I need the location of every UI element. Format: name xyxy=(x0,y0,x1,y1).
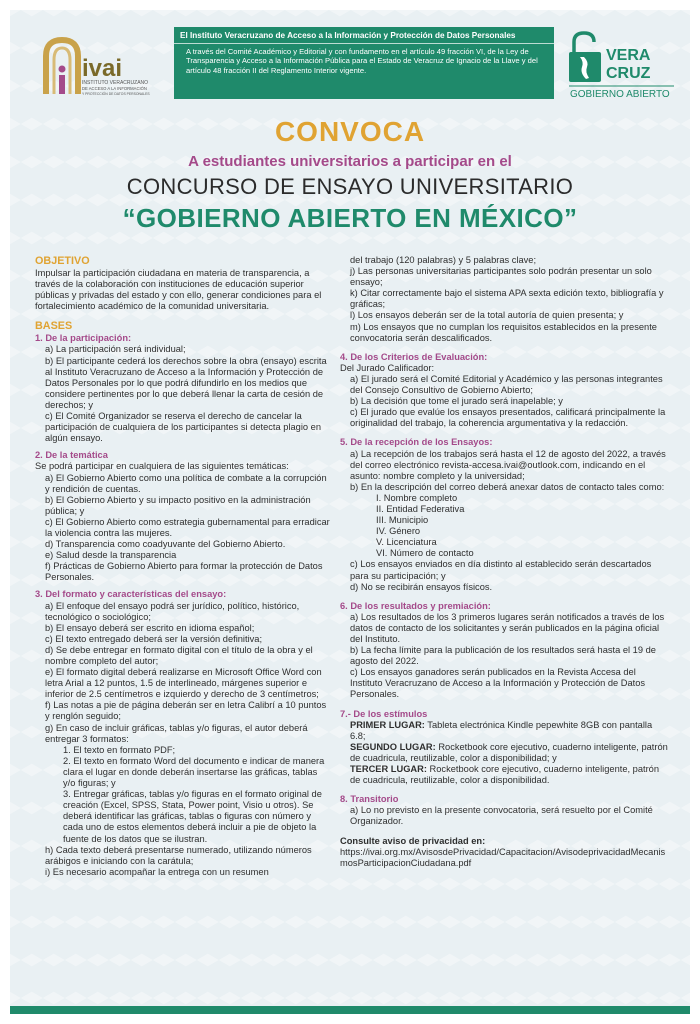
prize-label: TERCER LUGAR: xyxy=(350,764,427,775)
list-item: b) En la descripción del correo deberá anexar datos de contacto tales como: xyxy=(350,481,665,492)
list-item: m) Los ensayos que no cumplan los requisitos establecidos en la presente convocatoria serán descalificados. xyxy=(350,321,657,343)
list-item: e) Salud desde la transparencia xyxy=(45,550,177,561)
list-item: f) Prácticas de Gobierno Abierto para formar la protección de Datos Personales. xyxy=(45,561,323,583)
bottom-band xyxy=(10,1006,690,1014)
ivai-logo-text: ivai xyxy=(82,55,123,82)
subtitle-contest: CONCURSO DE ENSAYO UNIVERSITARIO xyxy=(126,174,574,199)
section-3-heading: 3. Del formato y características del ensayo: xyxy=(35,589,227,600)
section-2-intro: Se podrá participar en cualquiera de las siguientes temáticas: xyxy=(35,461,289,472)
list-item: a) Los resultados de los 3 primeros lugares serán notificados a través de los datos de contacto de los solicitantes y serán publicados en la página oficial del Instituto. xyxy=(350,611,665,644)
convoca-heading: CONVOCA xyxy=(274,116,426,147)
list-item: b) La decisión que tome el jurado será inapelable; y xyxy=(350,396,563,407)
list-item: c) Los ensayos ganadores serán publicados en la Revista Accesa del Instituto Veracruzano de Acceso a la Información y Protección de Datos Personales. xyxy=(350,667,646,700)
list-item: k) Citar correctamente bajo el sistema APA sexta edición texto, bibliografía y gráficas; xyxy=(350,288,664,310)
list-item: del trabajo (120 palabras) y 5 palabras clave; xyxy=(350,255,537,265)
list-item: c) Los ensayos enviados en día distinto al establecido serán descartados para su participación; y xyxy=(350,559,652,581)
prize-second xyxy=(340,742,670,764)
list-item: a) La recepción de los trabajos será hasta el 12 de agosto del 2022, a través del correo electrónico revista-accesa.ivai@outlook.com, indicando en el asunto: nombre completo y la universidad; xyxy=(350,448,666,481)
veracruz-caption: GOBIERNO ABIERTO xyxy=(570,89,670,100)
list-item: III. Municipio xyxy=(376,515,429,526)
list-item: d) No se recibirán ensayos físicos. xyxy=(350,581,493,592)
banner-title: El Instituto Veracruzano de Acceso a la Información y Protección de Datos Personales xyxy=(174,27,554,44)
list-item: g) En caso de incluir gráficas, tablas y/o figuras, el autor deberá entregar 3 formatos: xyxy=(45,722,308,744)
veracruz-line-2: CRUZ xyxy=(606,65,651,82)
ivai-caption-3: Y PROTECCIÓN DE DATOS PERSONALES xyxy=(82,92,150,96)
list-item: a) El jurado será el Comité Editorial y Académico y las personas integrantes del Consejo Consultivo de Gobierno Abierto; xyxy=(350,373,663,396)
bases-heading: BASES xyxy=(35,320,73,333)
subtitle-theme: “GOBIERNO ABIERTO EN MÉXICO” xyxy=(122,203,578,233)
list-item: e) El formato digital deberá realizarse en Microsoft Office Word con letra Arial a 12 puntos, 1.5 de interlineado, márgenes superior e inferior de 2.5 centímetros e izquierdo y derecho de 3 centímetros; xyxy=(45,667,322,700)
list-item: d) Transparencia como coadyuvante del Gobierno Abierto. xyxy=(45,539,286,550)
objetivo-heading: OBJETIVO xyxy=(35,255,90,267)
list-item: 1. El texto en formato PDF; xyxy=(63,744,176,755)
objetivo-text: Impulsar la participación ciudadana en materia de transparencia, a través de la colaboración con instituciones de educación superior públicas y privadas del estado y con ello, generar condiciones para el fortalecimiento académico de la comunidad universitaria. xyxy=(35,268,322,312)
list-item: c) El texto entregado deberá ser la versión definitiva; xyxy=(45,633,263,644)
list-item: c) El Comité Organizador se reserva el derecho de cancelar la participación de cualquiera de los participantes si detecta plagio en algún ensayo. xyxy=(45,411,321,444)
privacy-heading: Consulte aviso de privacidad en: xyxy=(340,835,486,846)
prize-first xyxy=(340,720,670,742)
section-5-heading: 5. De la recepción de los Ensayos: xyxy=(340,437,493,448)
prize-third xyxy=(340,764,670,786)
section-2-heading: 2. De la temática xyxy=(35,450,108,461)
subtitle-students: A estudiantes universitarios a participar en el xyxy=(188,153,512,170)
section-1-heading: 1. De la participación: xyxy=(35,333,132,344)
list-item: i) Es necesario acompañar la entrega con un resumen xyxy=(45,866,269,877)
header-banner xyxy=(174,27,554,99)
prize-label: PRIMER LUGAR: xyxy=(350,719,425,730)
section-4-heading: 4. De los Criterios de Evaluación: xyxy=(340,351,488,362)
list-item: f) Las notas a pie de página deberán ser en letra Calibrí a 10 puntos y renglón seguido; xyxy=(45,700,327,722)
prize-text: Rocketbook core ejecutivo, cuaderno inteligente, patrón de cuadricula, reutilizable, color a disponibilidad. xyxy=(350,764,660,786)
list-item: 3. Entregar gráficas, tablas y/o figuras en el formato original de creación (Excel, SPSS, Stata, Power point, Visio u otros). Se deberá identificar las gráficas, tablas o figuras con número y cada uno de estos elementos deberá incluir a pie de objeto la fuente de los datos que se ilustran. xyxy=(63,789,322,844)
prize-label: SEGUNDO LUGAR: xyxy=(350,741,436,752)
list-item: a) La participación será individual; xyxy=(45,344,186,355)
veracruz-gobierno-abierto-logo-icon xyxy=(566,30,678,100)
list-item: d) Se debe entregar en formato digital con el título de la obra y el nombre completo del autor; xyxy=(45,644,313,666)
list-item: c) El jurado que evalúe los ensayos presentados, calificará principalmente la originalidad del trabajo, la coherencia argumentativa y la redacción. xyxy=(350,407,666,429)
list-item: V. Licenciatura xyxy=(376,537,437,548)
list-item: b) El ensayo deberá ser escrito en idioma español; xyxy=(45,622,255,633)
list-item: b) El Gobierno Abierto y su impacto positivo en la administración pública; y xyxy=(45,494,311,516)
list-item: b) La fecha límite para la publicación de los resultados será hasta el 19 de agosto del 2022. xyxy=(350,645,656,667)
banner-text: A través del Comité Académico y Editorial y con fundamento en el artículo 49 fracción VI, de la Ley de Transparencia y Acceso a la Información Pública para el Estado de Veracruz de Ignacio de la Llave y del artículo 48 fracción II del Reglamento Interior vigente. xyxy=(186,47,538,75)
ivai-logo-icon xyxy=(32,36,162,98)
list-item: IV. Género xyxy=(376,526,421,537)
list-item: 2. El texto en formato Word del documento e indicar de manera clara el lugar en donde deberán insertarse las gráficas, tablas y/o figuras; y xyxy=(63,755,325,789)
list-item: II. Entidad Federativa xyxy=(376,503,465,514)
header xyxy=(10,10,690,102)
section-7-heading: 7.- De los estímulos xyxy=(340,708,428,719)
ivai-caption-1: INSTITUTO VERACRUZANO xyxy=(82,80,149,86)
right-column xyxy=(340,255,670,869)
list-item: a) El Gobierno Abierto como una política de combate a la corrupción y rendición de cuentas. xyxy=(45,472,327,494)
list-item: a) El enfoque del ensayo podrá ser jurídico, político, histórico, tecnológico o sociológico; xyxy=(45,600,300,622)
list-item: h) Cada texto deberá presentarse numerado, utilizando números arábigos e iniciando con la carátula; xyxy=(45,844,312,866)
prize-text: Rocketbook core ejecutivo, cuaderno inteligente, patrón de cuadricula, reutilizable, color a disponibilidad; y xyxy=(350,741,668,763)
prize-text: Tableta electrónica Kindle pepewhite 8GB con pantalla 6.8; xyxy=(350,719,653,741)
section-4-intro: Del Jurado Calificador: xyxy=(340,362,435,373)
privacy-link[interactable]: https://ivai.org.mx/AvisosdePrivacidad/Capacitacion/AvisodeprivacidadMecanismosParticipacionCiudadana.pdf xyxy=(340,846,666,868)
veracruz-line-1: VERA xyxy=(606,47,651,64)
left-column xyxy=(35,255,330,878)
list-item: c) El Gobierno Abierto como estrategia gubernamental para erradicar la violencia contra las mujeres. xyxy=(45,516,330,538)
section-8-heading: 8. Transitorio xyxy=(340,794,399,805)
list-item: a) Lo no previsto en la presente convocatoria, será resuelto por el Comité Organizador. xyxy=(350,805,653,827)
list-item: l) Los ensayos deberán ser de la total autoría de quien presenta; y xyxy=(350,310,624,321)
ivai-caption-2: DE ACCESO A LA INFORMACIÓN xyxy=(82,86,147,91)
poster xyxy=(10,10,690,1014)
list-item: I. Nombre completo xyxy=(376,492,458,503)
list-item: b) El participante cederá los derechos sobre la obra (ensayo) escrita al Instituto Veracruzano de Acceso a la Información y Protección de Datos Personales por lo que podrá difundirlo en los medios que considere pertinentes por lo que deberá llenar la carta de cesión de derechos; y xyxy=(45,355,327,410)
list-item: VI. Número de contacto xyxy=(376,548,474,559)
section-6-heading: 6. De los resultados y premiación: xyxy=(340,600,491,611)
list-item: j) Las personas universitarias participantes solo podrán presentar un solo ensayo; xyxy=(350,266,652,288)
